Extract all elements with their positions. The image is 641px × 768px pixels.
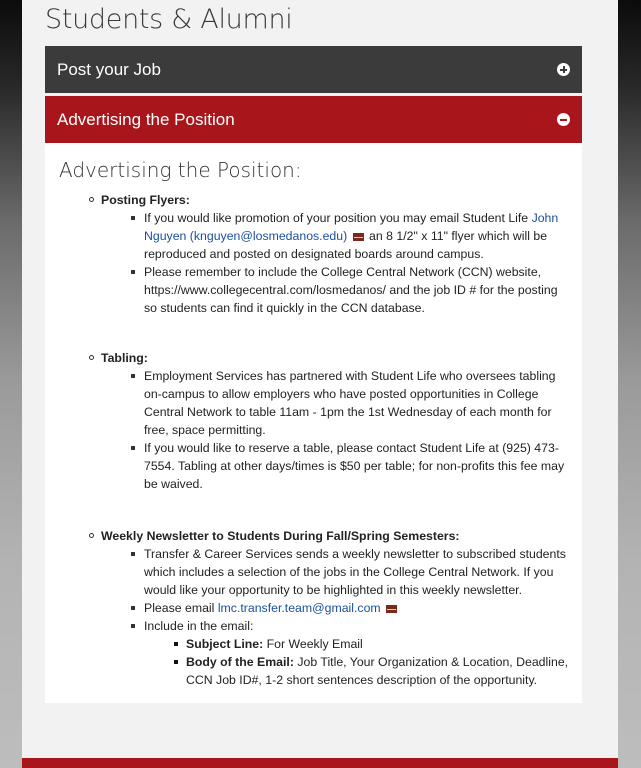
list-item: Please remember to include the College Central Network (CCN) website, https://www.collegecentral.com/losmedanos/ and the job ID # for the posting so students can find it quickly in the CCN database. bbox=[101, 263, 571, 317]
square-bullet-icon bbox=[174, 642, 178, 646]
section-title: Tabling: bbox=[101, 349, 571, 367]
list-item: Transfer & Career Services sends a weekly newsletter to subscribed students which includes a selection of the jobs in the College Central Network. If you would like your opportunity to be highlighted in this weekly newsletter. bbox=[101, 545, 571, 599]
square-bullet-icon bbox=[131, 606, 135, 610]
square-bullet-icon bbox=[131, 624, 135, 628]
envelope-icon[interactable] bbox=[386, 605, 397, 613]
section-tabling bbox=[101, 349, 571, 493]
email-link-transfer-team[interactable]: lmc.transfer.team@gmail.com bbox=[217, 601, 381, 615]
square-bullet-icon bbox=[131, 446, 135, 450]
section-title: Posting Flyers: bbox=[101, 191, 571, 209]
circle-bullet-icon bbox=[89, 533, 94, 538]
page-container bbox=[22, 0, 618, 768]
circle-bullet-icon bbox=[89, 197, 94, 202]
sub-list-item: Subject Line: For Weekly Email bbox=[101, 635, 571, 653]
body-of-email-label: Body of the Email: bbox=[186, 655, 294, 669]
square-bullet-icon bbox=[131, 552, 135, 556]
section-list bbox=[101, 545, 571, 635]
section-weekly-newsletter bbox=[101, 527, 571, 689]
list-item: If you would like to reserve a table, please contact Student Life at (925) 473-7554. Tabling at other days/times is $50 per table; for non-profits this fee may be waived. bbox=[101, 439, 571, 493]
email-link-john-nguyen[interactable]: John Nguyen (knguyen@losmedanos.edu) bbox=[144, 211, 559, 243]
plus-circle-icon[interactable] bbox=[557, 63, 570, 76]
list-item: Employment Services has partnered with Student Life who oversees tabling on-campus to allow employers who have posted opportunities in College Central Network to table 11am - 1pm the 1st Wednesday of each month for free, space permitting. bbox=[101, 367, 571, 439]
section-list bbox=[101, 367, 571, 493]
square-bullet-icon bbox=[174, 660, 178, 664]
accordion-label: Post your Job bbox=[57, 59, 161, 79]
list-item: If you would like promotion of your position you may email Student Life John Nguyen (knguyen@losmedanos.edu) an 8 1/2" x 11" flyer which will be reproduced and posted on designated boards around campus. bbox=[101, 209, 571, 263]
accordion-advertising-the-position[interactable] bbox=[45, 96, 582, 143]
panel-heading: Advertising the Position: bbox=[59, 158, 302, 182]
accordion-post-your-job[interactable] bbox=[45, 46, 582, 93]
envelope-icon[interactable] bbox=[353, 233, 364, 241]
square-bullet-icon bbox=[131, 374, 135, 378]
footer-bar bbox=[22, 758, 618, 768]
square-bullet-icon bbox=[131, 270, 135, 274]
accordion-label: Advertising the Position bbox=[57, 109, 235, 129]
accordion-panel bbox=[45, 143, 582, 703]
list-item: Include in the email: bbox=[101, 617, 571, 635]
subject-line-label: Subject Line: bbox=[186, 637, 264, 651]
circle-bullet-icon bbox=[89, 355, 94, 360]
page-title: Students & Alumni bbox=[45, 4, 293, 35]
minus-circle-icon[interactable] bbox=[557, 113, 570, 126]
section-list bbox=[101, 209, 571, 317]
list-item: Please email lmc.transfer.team@gmail.com bbox=[101, 599, 571, 617]
sub-list bbox=[101, 635, 571, 689]
section-title: Weekly Newsletter to Students During Fall/Spring Semesters: bbox=[101, 527, 571, 545]
sub-list-item: Body of the Email: Job Title, Your Organization & Location, Deadline, CCN Job ID#, 1-2 short sentences description of the opportunity. bbox=[101, 653, 571, 689]
section-posting-flyers bbox=[101, 191, 571, 317]
square-bullet-icon bbox=[131, 216, 135, 220]
